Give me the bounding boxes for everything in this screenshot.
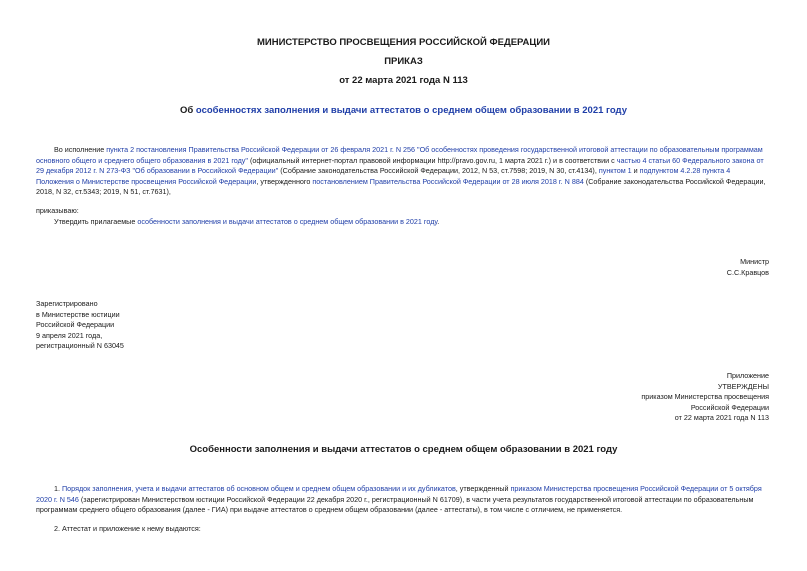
order-word: приказываю: xyxy=(36,206,79,215)
preamble-text-4: и xyxy=(631,166,640,176)
link-law-273[interactable]: частью 4 статьи 60 Федерального закона от 29 декабря 2012 г. N 273-ФЗ "Об образовании в Российской Федерации" xyxy=(36,155,764,176)
registration-line: регистрационный N 63045 xyxy=(36,341,124,351)
link-decree-884[interactable]: постановлением Правительства Российской Федерации от 28 июля 2018 г. N 884 xyxy=(312,176,584,186)
order-heading: ПРИКАЗ xyxy=(384,56,423,67)
order-date: от 22 марта 2021 года N 113 xyxy=(339,75,468,86)
point-2-paragraph: 2. Аттестат и приложение к нему выдаются: xyxy=(54,524,201,533)
link-regulation-ministry[interactable]: подпунктом 4.2.28 пункта 4 Положения о Министерстве просвещения Российской Федерации xyxy=(36,166,731,186)
link-point-1[interactable]: пунктом 1 xyxy=(598,166,632,176)
approve-text-2: . xyxy=(437,217,440,226)
link-features-annex[interactable]: особенности заполнения и выдачи аттестатов о среднем общем образовании в 2021 году xyxy=(137,217,438,226)
registration-line: в Министерстве юстиции xyxy=(36,309,120,319)
approve-text-1: Утвердить прилагаемые xyxy=(54,217,138,226)
signature-name: С.С.Кравцов xyxy=(726,268,769,277)
preamble-text-5: , утвержденного xyxy=(256,176,313,186)
link-procedure[interactable]: Порядок заполнения, учета и выдачи аттестатов об основном общем и среднем общем образовании и их дубликатов xyxy=(62,484,456,493)
appendix-line: Российской Федерации xyxy=(690,402,769,412)
appendix-line: УТВЕРЖДЕНЫ xyxy=(717,381,769,391)
appendix-block xyxy=(641,371,769,424)
appendix-line: Приложение xyxy=(726,371,769,380)
order-title-link[interactable]: особенностях заполнения и выдачи аттестатов о среднем общем образовании в 2021 году xyxy=(195,105,627,116)
point-1-text-2: (зарегистрирован Министерством юстиции Российской Федерации 22 декабря 2020 г., регистрационный N 61709), в части учета результатов государственной итоговой аттестации по образовательным программам среднего общего образования (далее - ГИА) при выдаче аттестатов о среднем общем образовании (далее - аттестаты), в том числе с отличием, не применяется. xyxy=(36,494,754,515)
link-decree-256[interactable]: пункта 2 постановления Правительства Российской Федерации от 26 февраля 2021 г. N 256 "Об особенностях проведения государственной итоговой аттестации по образовательным программам основного общего и среднего общего образования в 2021 году" xyxy=(36,145,763,165)
link-order-546[interactable]: приказом Министерства просвещения Российской Федерации от 5 октября 2020 г. N 546 xyxy=(36,484,762,504)
preamble-text-3: (Собрание законодательства Российской Федерации, 2012, N 53, ст.7598; 2019, N 30, ст.4134), xyxy=(278,166,599,176)
preamble-paragraph xyxy=(36,145,770,198)
signature-role: Министр xyxy=(740,257,769,266)
point-1-text-1: , утвержденный xyxy=(455,484,511,493)
section-title: Особенности заполнения и выдачи аттестатов о среднем общем образовании в 2021 году xyxy=(189,444,618,455)
order-title xyxy=(0,105,807,116)
approve-paragraph xyxy=(54,217,770,228)
registration-block xyxy=(36,299,124,352)
registration-line: 9 апреля 2021 года, xyxy=(36,330,103,340)
point-1-number: 1. xyxy=(54,484,62,493)
appendix-line: от 22 марта 2021 года N 113 xyxy=(674,413,769,423)
point-1-paragraph xyxy=(36,484,770,516)
preamble-text-1: Во исполнение xyxy=(54,145,107,154)
preamble-text-2: (официальный интернет-портал правовой информации http://pravo.gov.ru, 1 марта 2021 г.) и в соответствии с xyxy=(247,155,617,165)
order-title-prefix: Об xyxy=(180,105,196,116)
ministry-heading: МИНИСТЕРСТВО ПРОСВЕЩЕНИЯ РОССИЙСКОЙ ФЕДЕРАЦИИ xyxy=(256,37,551,48)
preamble-text-6: (Собрание законодательства Российской Федерации, 2018, N 32, ст.5343; 2019, N 51, ст.7631), xyxy=(36,176,766,197)
registration-line: Зарегистрировано xyxy=(36,299,98,308)
appendix-line: приказом Министерства просвещения xyxy=(641,392,769,402)
registration-line: Российской Федерации xyxy=(36,320,115,330)
